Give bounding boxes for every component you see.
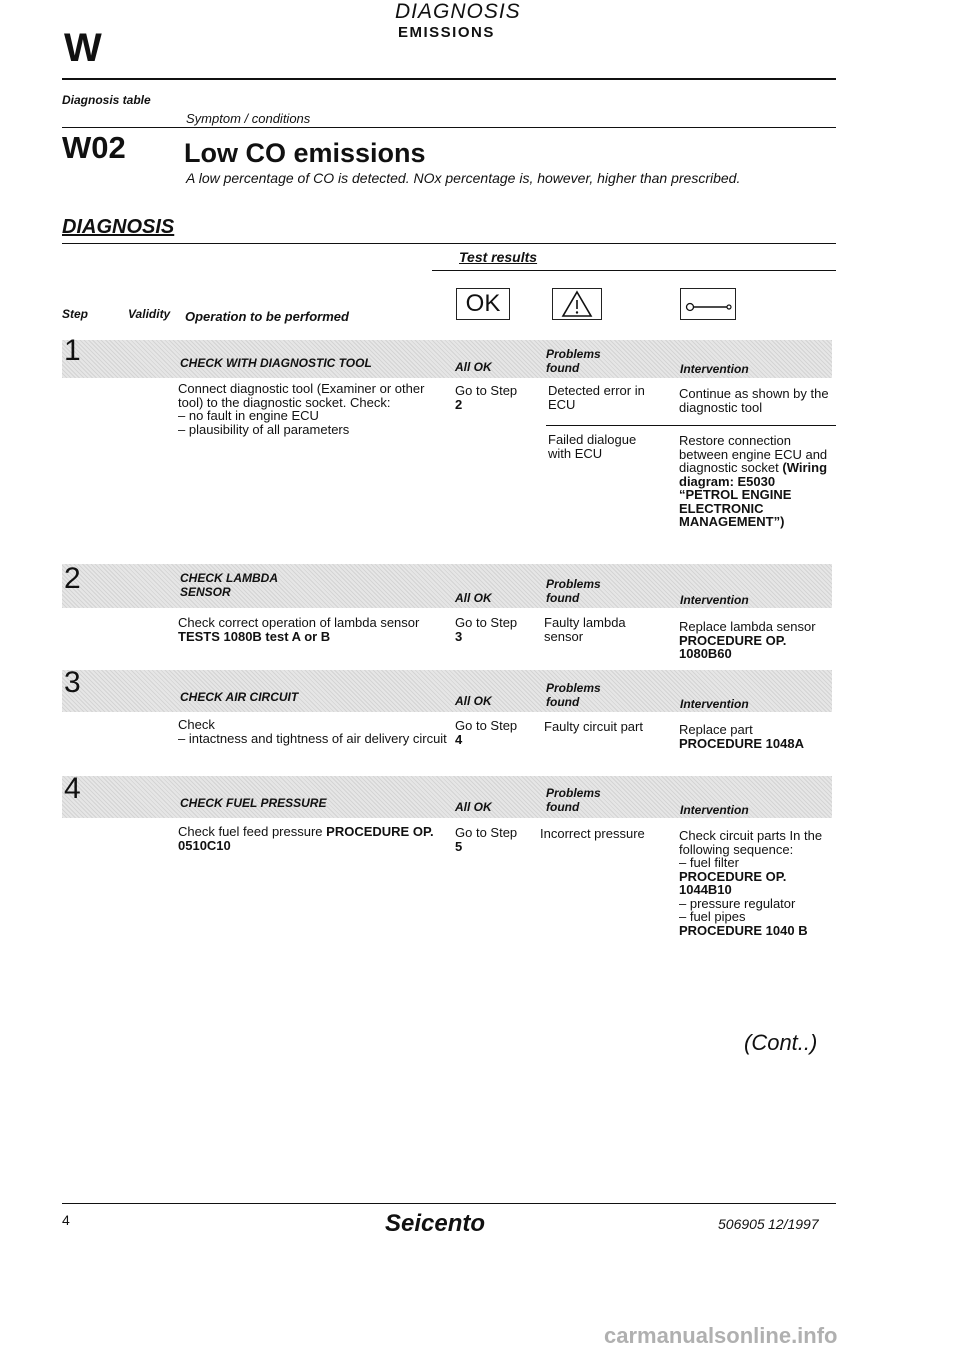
test-results-divider <box>432 270 836 271</box>
step-1-problem-divider <box>546 425 836 426</box>
step-1-operation: Connect diagnostic tool (Examiner or other tool) to the diagnostic socket. Check: – no fault in engine ECU – plausibility of all parameters <box>178 381 425 437</box>
step-4-problem-1: Incorrect pressure <box>540 826 645 841</box>
step-3-operation: Check – intactness and tightness of air delivery circuit <box>178 717 447 746</box>
step-2-all-ok: All OK <box>455 591 492 605</box>
goto-step-number: 4 <box>455 731 463 747</box>
step-1-intervention: Intervention <box>680 362 749 376</box>
step-2-problem-1: Faulty lambda sensor <box>544 615 626 644</box>
goto-prefix: Go to Step <box>455 383 518 398</box>
step-2-number: 2 <box>64 562 81 595</box>
goto-step-number: 5 <box>455 838 463 854</box>
operation-text: Check fuel feed pressure <box>178 824 323 839</box>
goto-prefix: Go to Step <box>455 615 518 630</box>
step-1-all-ok: All OK <box>455 360 492 374</box>
footer-divider <box>62 1203 836 1204</box>
step-3-number: 3 <box>64 666 81 699</box>
step-1-problem-2: Failed dialogue with ECU <box>548 432 637 461</box>
step-3-goto <box>455 719 535 746</box>
symptom-divider <box>62 127 836 128</box>
sequence-item-2: – pressure regulator <box>679 895 796 911</box>
step-1-goto <box>455 384 535 411</box>
intervention-text: Restore connection between engine ECU and diagnostic socket <box>679 433 828 475</box>
section-title: DIAGNOSIS <box>395 0 521 23</box>
symptom-label: Symptom / conditions <box>186 111 311 126</box>
symptom-title: Low CO emissions <box>184 138 426 168</box>
step-1-title: CHECK WITH DIAGNOSTIC TOOL <box>180 356 372 370</box>
diagnosis-heading: DIAGNOSIS <box>62 216 175 238</box>
step-4-number: 4 <box>64 772 81 805</box>
step-1-problem-1: Detected error in ECU <box>548 383 645 412</box>
intervention-text: Replace lambda sensor <box>679 619 816 634</box>
intervention-text: Replace part <box>679 722 753 737</box>
goto-step-number: 3 <box>455 628 463 644</box>
tool-icon <box>680 288 736 320</box>
ok-icon-label: OK <box>465 290 501 317</box>
intervention-reference: PROCEDURE OP. 1080B60 <box>679 632 787 661</box>
step-4-goto <box>455 826 535 853</box>
watermark: carmanualsonline.info <box>604 1323 838 1348</box>
diagnosis-divider <box>62 243 836 244</box>
header-divider <box>62 78 836 80</box>
intervention-reference: (Wiring diagram: E5030 “PETROL ENGINE ELECTRONIC MANAGEMENT”) <box>679 460 828 529</box>
step-1-intervention-1: Continue as shown by the diagnostic tool <box>679 386 829 415</box>
step-3-all-ok: All OK <box>455 694 492 708</box>
chapter-letter: W <box>64 26 102 70</box>
step-1-intervention-2 <box>679 434 829 529</box>
warning-triangle-icon <box>552 288 602 320</box>
sequence-item-1: – fuel filter <box>679 855 739 870</box>
goto-prefix: Go to Step <box>455 718 518 733</box>
step-4-all-ok: All OK <box>455 800 492 814</box>
operation-text: Check correct operation of lambda sensor <box>178 615 420 630</box>
intervention-reference: PROCEDURE 1048A <box>679 735 804 751</box>
column-operation: Operation to be performed <box>185 309 349 324</box>
operation-reference: TESTS 1080B test A or B <box>178 628 331 644</box>
symptom-code: W02 <box>62 130 126 165</box>
step-4-intervention: Intervention <box>680 803 749 817</box>
sequence-item-3-reference: PROCEDURE 1040 B <box>679 922 808 938</box>
step-2-intervention-1 <box>679 620 829 661</box>
step-2-title: CHECK LAMBDA SENSOR <box>180 571 278 599</box>
step-3-problems-found: Problems found <box>546 681 601 709</box>
step-2-goto <box>455 616 535 643</box>
step-3-intervention-1 <box>679 723 829 750</box>
sequence-item-1-reference: PROCEDURE OP. 1044B10 <box>679 868 787 897</box>
subsection-title: EMISSIONS <box>398 24 495 41</box>
operation-reference: PROCEDURE OP. 0510C10 <box>178 824 434 853</box>
test-results-label: Test results <box>459 249 538 265</box>
goto-prefix: Go to Step <box>455 825 518 840</box>
goto-step-number: 2 <box>455 396 463 412</box>
step-4-problems-found: Problems found <box>546 786 601 814</box>
intervention-text: Check circuit parts In the following sequence: <box>679 828 823 857</box>
step-4-operation <box>178 825 448 852</box>
step-4-title: CHECK FUEL PRESSURE <box>180 796 327 810</box>
symptom-description: A low percentage of CO is detected. NOx percentage is, however, higher than prescribed. <box>186 170 741 186</box>
document-date: 12/1997 <box>768 1216 819 1232</box>
step-2-problems-found: Problems found <box>546 577 601 605</box>
sequence-item-3: – fuel pipes <box>679 909 746 924</box>
step-4-intervention-1 <box>679 829 829 937</box>
continued-note: (Cont..) <box>744 1030 818 1055</box>
step-3-intervention: Intervention <box>680 697 749 711</box>
step-2-intervention: Intervention <box>680 593 749 607</box>
step-1-number: 1 <box>64 334 81 367</box>
page-number: 4 <box>62 1212 70 1228</box>
ok-icon <box>456 288 510 320</box>
column-step: Step <box>62 307 89 321</box>
step-2-operation <box>178 616 434 643</box>
document-code: 506905 <box>718 1216 765 1232</box>
step-3-title: CHECK AIR CIRCUIT <box>180 690 299 704</box>
step-3-problem-1: Faulty circuit part <box>544 719 643 734</box>
column-validity: Validity <box>128 307 171 321</box>
diagnosis-table-label: Diagnosis table <box>62 93 151 107</box>
step-1-problems-found: Problems found <box>546 347 601 375</box>
brand-logo: Seicento <box>385 1210 486 1237</box>
